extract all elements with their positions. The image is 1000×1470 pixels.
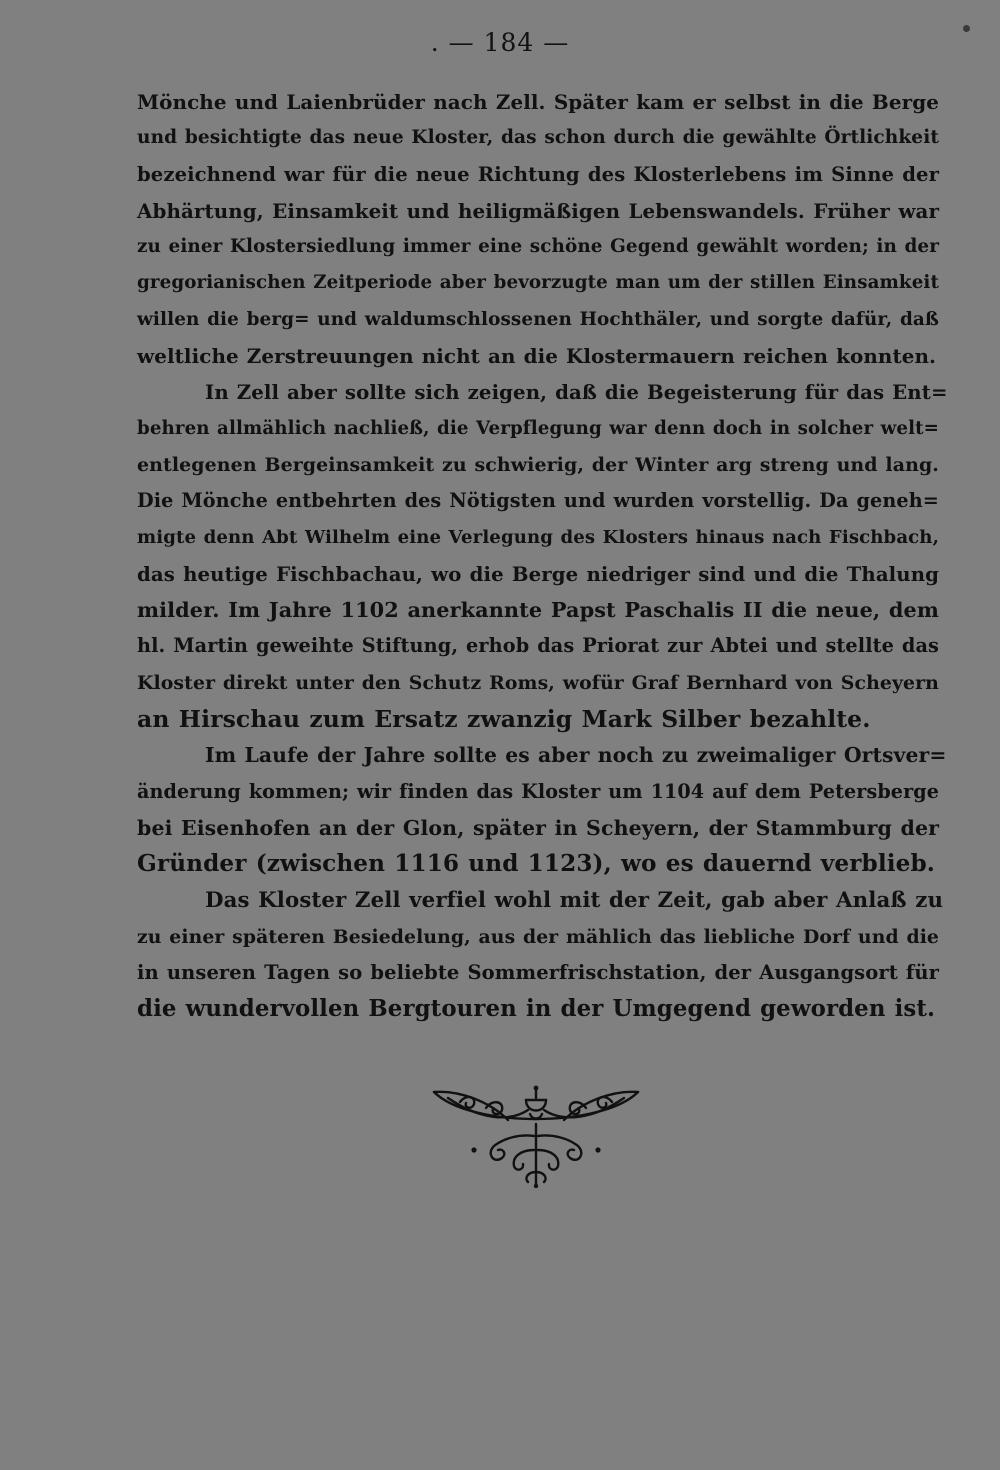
page-number: . — 184 — (430, 28, 570, 57)
text-line: Kloster direkt unter den Schutz Roms, wofür Graf Bernhard von Scheyern (137, 671, 939, 694)
text-line: behren allmählich nachließ, die Verpflegung war denn doch in solcher welt= (137, 417, 940, 439)
text-line: an Hirschau zum Ersatz zwanzig Mark Silber bezahlte. (137, 705, 871, 734)
text-line: Das Kloster Zell verfiel wohl mit der Zeit, gab aber Anlaß zu (205, 887, 944, 913)
text-line: änderung kommen; wir finden das Kloster um 1104 auf dem Petersberge (137, 779, 939, 803)
text-line: zu einer Klostersiedlung immer eine schöne Gegend gewählt worden; in der (137, 236, 939, 258)
text-line: die wundervollen Bergtouren in der Umgegend geworden ist. (137, 996, 936, 1023)
paper-speck (963, 25, 970, 32)
text-line: Die Mönche entbehrten des Nötigsten und wurden vorstellig. Da geneh= (137, 489, 939, 513)
body-text (137, 84, 948, 1028)
text-line: in unseren Tagen so beliebte Sommerfrischstation, der Ausgangsort für (137, 961, 939, 985)
text-line: In Zell aber sollte sich zeigen, daß die Begeisterung für das Ent= (205, 380, 948, 405)
text-line: gregorianischen Zeitperiode aber bevorzugte man um der stillen Einsamkeit (137, 272, 939, 294)
text-line: und besichtigte das neue Kloster, das schon durch die gewählte Örtlichkeit (137, 127, 939, 149)
text-line: zu einer späteren Besiedelung, aus der mählich das liebliche Dorf und die (137, 925, 939, 948)
text-line: bezeichnend war für die neue Richtung des Klosterlebens im Sinne der (137, 162, 939, 186)
text-line: Im Laufe der Jahre sollte es aber noch zu zweimaliger Ortsver= (205, 743, 947, 768)
text-line: das heutige Fischbachau, wo die Berge niedriger sind und die Thalung (137, 561, 939, 586)
text-line: weltliche Zerstreuungen nicht an die Klostermauern reichen konnten. (137, 344, 937, 369)
text-line: Gründer (zwischen 1116 und 1123), wo es dauernd verblieb. (137, 850, 935, 878)
text-line: entlegenen Bergeinsamkeit zu schwierig, der Winter arg streng und lang. (137, 453, 939, 476)
text-line: hl. Martin geweihte Stiftung, erhob das Priorat zur Abtei und stellte das (137, 634, 939, 658)
floral-vignette-icon (430, 1080, 642, 1190)
text-line: Mönche und Laienbrüder nach Zell. Später kam er selbst in die Berge (137, 90, 939, 114)
text-line: migte denn Abt Wilhelm eine Verlegung des Klosters hinaus nach Fischbach, (137, 526, 939, 548)
text-line: bei Eisenhofen an der Glon, später in Scheyern, der Stammburg der (137, 815, 939, 840)
text-line: Abhärtung, Einsamkeit und heiligmäßigen Lebenswandels. Früher war (137, 198, 939, 223)
text-line: willen die berg= und waldumschlossenen Hochthäler, und sorgte dafür, daß (137, 308, 939, 330)
text-line: milder. Im Jahre 1102 anerkannte Papst Paschalis II die neue, dem (137, 597, 939, 623)
